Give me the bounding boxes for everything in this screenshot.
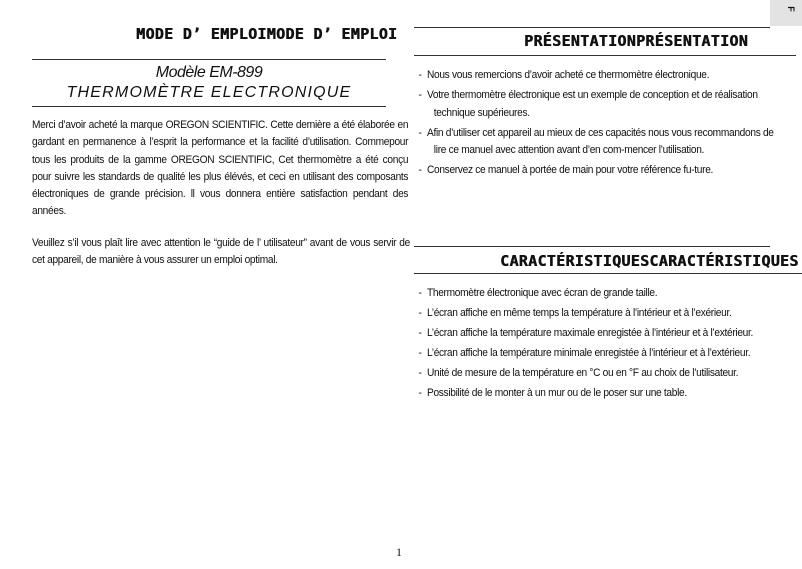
list-item: - Thermomètre électronique avec écran de grande taille. [414, 285, 783, 303]
instruction-paragraph: Veuillez s’il vous plaît lire avec attention le “guide de l’ utilisateur” avant de vous servir de cet appareil, de manière à vous assurer un emploi optimal. [32, 237, 410, 267]
left-header: MODE D’ EMPLOIMODE D’ EMPLOI [136, 25, 398, 43]
list-item: - Unité de mesure de la température en °C ou en °F au choix de l’utilisateur. [414, 365, 783, 383]
presentation-list [414, 67, 783, 183]
divider [414, 246, 770, 247]
list-item: - Possibilité de le monter à un mur ou de le poser sur une table. [414, 385, 783, 403]
list-item: - Conservez ce manuel à portée de main pour votre référence fu-ture. [414, 162, 783, 180]
page-number: 1 [396, 545, 402, 559]
list-item: - L’écran affiche la température minimale enregistée à l’intérieur et à l’extérieur. [414, 345, 783, 363]
divider [32, 106, 386, 107]
model-type: THERMOMÈTRE ELECTRONIQUE [66, 84, 352, 101]
list-item: - L’écran affiche la température maximale enregistée à l’intérieur et à l’extérieur. [414, 325, 783, 343]
language-tab [770, 0, 802, 26]
divider [32, 59, 386, 60]
features-header: CARACTÉRISTIQUESCARACTÉRISTIQUES [500, 252, 799, 270]
list-item: - Votre thermomètre électronique est un exemple de conception et de réalisation technique supérieures. [414, 87, 783, 122]
divider [414, 27, 770, 28]
list-item: - Nous vous remercions d’avoir acheté ce thermomètre électronique. [414, 67, 783, 85]
divider [414, 55, 796, 56]
features-list [414, 285, 783, 406]
language-tab-letter: F [785, 6, 796, 12]
model-name: Modèle EM-899 [155, 64, 263, 81]
list-item: - L’écran affiche en même temps la température à l’intérieur et à l’exérieur. [414, 305, 783, 323]
presentation-header: PRÉSENTATIONPRÉSENTATION [524, 32, 748, 50]
intro-paragraph: Merci d’avoir acheté la marque OREGON SCIENTIFIC. Cette dernière a été élaborée en gardant en permanence à l’esprit la performance et la facilité d’utilisation. Commepour tous les produits de la gamme OREGON SCIENTIFIC, Cet thermomètre a été conçu pour suivre les standards de qualité les plus élévés, et ceci en utilisant des composants électroniques de grande précision. ll vous donnera entière satisfaction pendant des années. [32, 119, 409, 218]
list-item: - Afin d’utiliser cet appareil au mieux de ces capacités nous vous recommandons de lire ce manuel avec attention avant d’en com-mencer l’utilisation. [414, 125, 783, 160]
divider [414, 273, 802, 274]
